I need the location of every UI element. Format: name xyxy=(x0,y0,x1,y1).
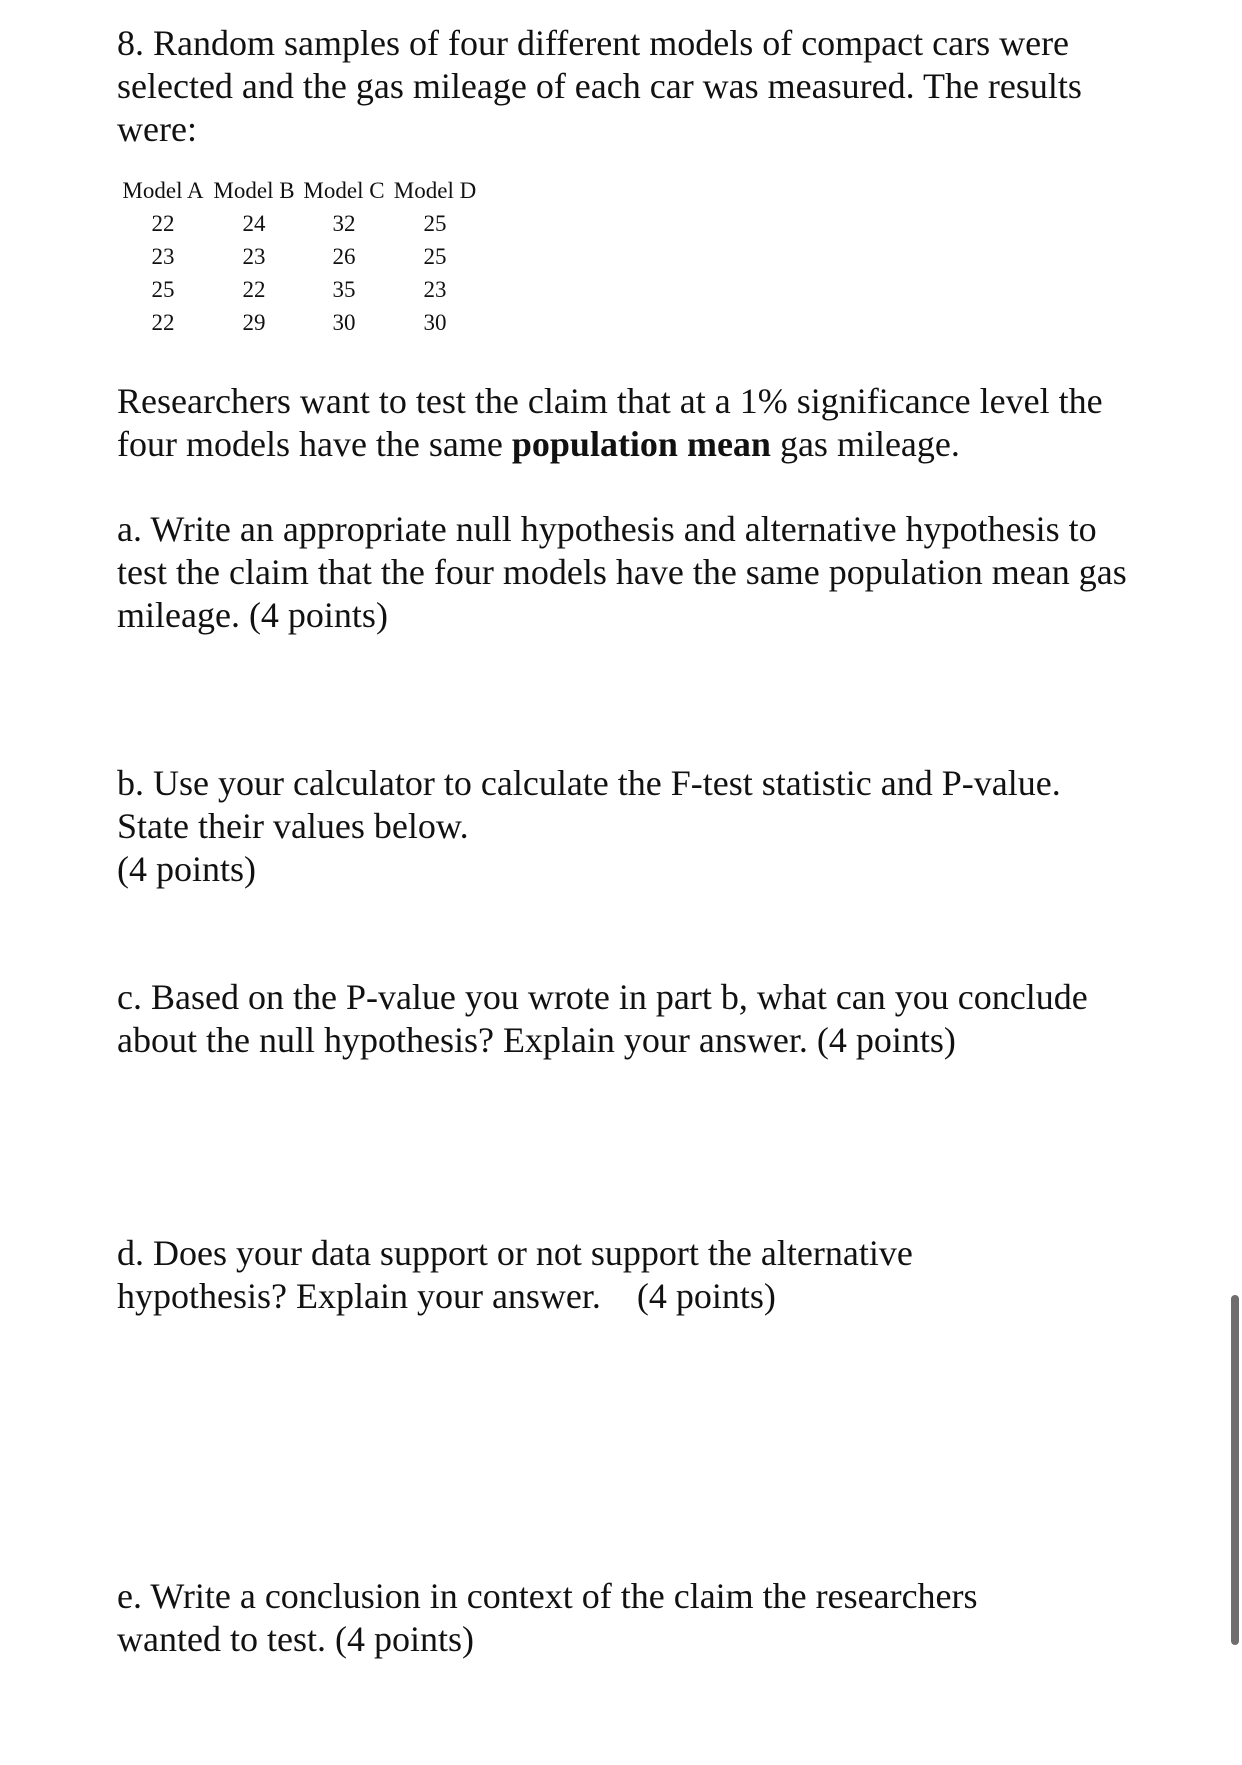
part-c-prompt xyxy=(117,976,1137,1062)
part-e-prompt xyxy=(117,1575,1047,1661)
part-c-text: c. Based on the P-value you wrote in part b, what can you conclude about the null hypothesis? Explain your answer. (4 points) xyxy=(117,977,1097,1060)
table-cell: 30 xyxy=(423,309,447,335)
part-e-text: e. Write a conclusion in context of the claim the researchers wanted to test. (4 points) xyxy=(117,1576,987,1659)
table-row xyxy=(117,207,481,240)
table-cell: 23 xyxy=(242,243,266,269)
table-header-model-d: Model D xyxy=(393,178,477,203)
table-cell: 26 xyxy=(332,243,356,269)
table-cell: 25 xyxy=(423,243,447,269)
table-cell: 22 xyxy=(151,210,175,236)
table-cell: 22 xyxy=(151,309,175,335)
table-cell: 29 xyxy=(242,309,266,335)
table-cell: 23 xyxy=(151,243,175,269)
table-header-model-b: Model B xyxy=(213,178,295,203)
table-cell: 25 xyxy=(423,210,447,236)
research-claim-text: Researchers want to test the claim that at a 1% significance level the four models have the same xyxy=(117,381,1112,464)
research-claim xyxy=(117,380,1137,466)
question-intro xyxy=(117,22,1107,151)
table-cell: 35 xyxy=(332,276,356,302)
table-row xyxy=(117,306,481,339)
question-intro-text: 8. Random samples of four different models of compact cars were selected and the gas mileage of each car was measured. The results were: xyxy=(117,23,1091,149)
research-claim-end: gas mileage. xyxy=(770,424,960,464)
table-cell: 32 xyxy=(332,210,356,236)
mileage-table xyxy=(117,175,481,339)
table-header-model-a: Model A xyxy=(122,178,204,203)
table-row xyxy=(117,273,481,306)
table-header-row xyxy=(117,175,481,207)
part-b-text: b. Use your calculator to calculate the F-test statistic and P-value. State their values below. xyxy=(117,763,1070,846)
part-d-prompt xyxy=(117,1232,1037,1318)
vertical-scrollbar[interactable] xyxy=(1231,1295,1239,1645)
table-cell: 23 xyxy=(423,276,447,302)
part-a-prompt xyxy=(117,508,1137,637)
part-a-text: a. Write an appropriate null hypothesis and alternative hypothesis to test the claim that the four models have the same population mean gas mileage. (4 points) xyxy=(117,509,1136,635)
table-cell: 25 xyxy=(151,276,175,302)
table-row xyxy=(117,240,481,273)
part-b-points: (4 points) xyxy=(117,849,256,889)
table-header-model-c: Model C xyxy=(303,178,385,203)
table-cell: 30 xyxy=(332,309,356,335)
research-claim-emphasis: population mean xyxy=(511,424,771,464)
table-cell: 22 xyxy=(242,276,266,302)
part-d-text: d. Does your data support or not support the alternative hypothesis? Explain your answer. (4 points) xyxy=(117,1233,922,1316)
table-cell: 24 xyxy=(242,210,266,236)
part-b-prompt xyxy=(117,762,1117,891)
